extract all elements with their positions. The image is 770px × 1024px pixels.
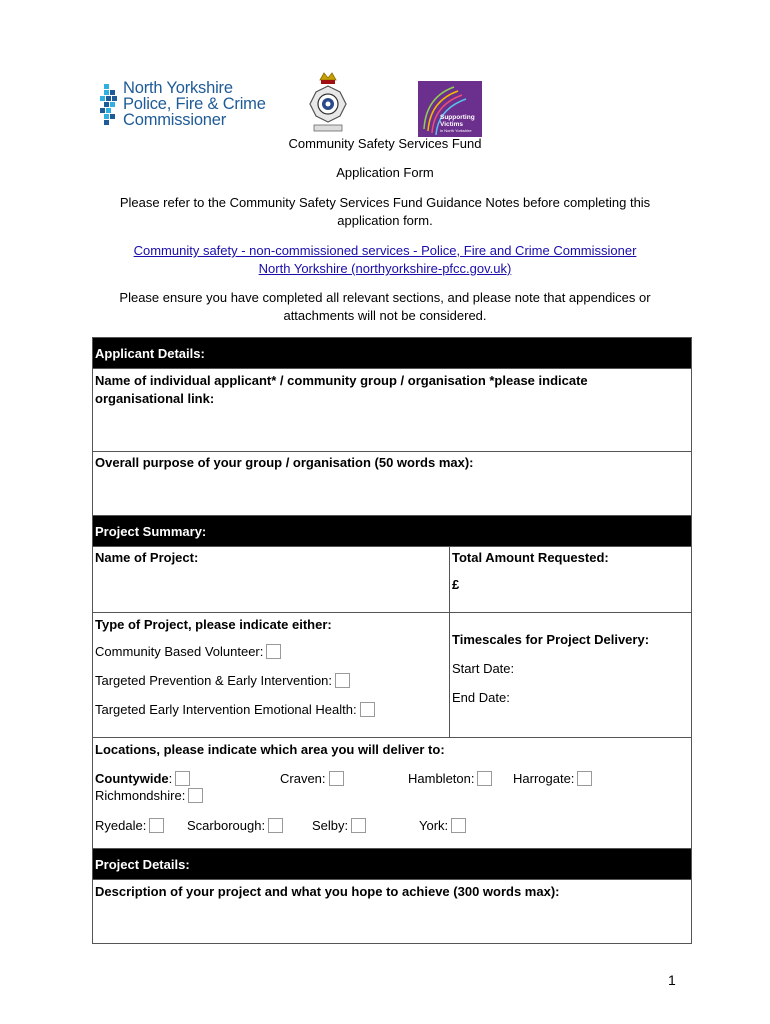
type-option-targeted-prevention[interactable]: Targeted Prevention & Early Intervention:	[95, 673, 447, 688]
page-number: 1	[668, 972, 676, 988]
checkbox[interactable]	[149, 818, 164, 833]
supporting-victims-logo	[418, 81, 482, 137]
supporting-victims-text: Supporting Victims in North Yorkshire	[440, 114, 475, 133]
location-richmondshire[interactable]: Richmondshire:	[95, 788, 203, 803]
checkbox[interactable]	[175, 771, 190, 786]
application-form-table	[92, 337, 692, 944]
checkbox[interactable]	[451, 818, 466, 833]
location-york[interactable]: York:	[419, 818, 466, 833]
location-countywide[interactable]: Countywide:	[95, 771, 190, 786]
location-hambleton[interactable]: Hambleton:	[408, 771, 492, 786]
checkbox[interactable]	[351, 818, 366, 833]
type-option-community-volunteer[interactable]: Community Based Volunteer:	[95, 644, 447, 659]
locations-cell: Locations, please indicate which area you will deliver to: Countywide: Craven: Hambleton: Harrogate: Richmondshire: Ryedale: Scarborough: Selby: York:	[93, 738, 692, 849]
checkbox[interactable]	[360, 702, 375, 717]
guidance-text: Please refer to the Community Safety Services Fund Guidance Notes before completing this application form.	[119, 195, 651, 228]
end-date-field[interactable]: End Date:	[452, 690, 510, 705]
police-crest-icon	[300, 70, 356, 136]
pfcc-logo-icon	[100, 84, 120, 128]
timescales-cell: Timescales for Project Delivery: Start Date: End Date:	[450, 613, 692, 738]
checkbox[interactable]	[477, 771, 492, 786]
project-name-field[interactable]: Name of Project:	[93, 547, 450, 613]
project-details-header: Project Details:	[93, 849, 692, 880]
fund-title: Community Safety Services Fund	[288, 136, 482, 151]
total-amount-field[interactable]: Total Amount Requested: £	[450, 547, 692, 613]
applicant-details-header: Applicant Details:	[93, 338, 692, 369]
applicant-name-field[interactable]: Name of individual applicant* / community group / organisation *please indicate organisational link:	[93, 369, 692, 452]
type-option-emotional-health[interactable]: Targeted Early Intervention Emotional Health:	[95, 702, 447, 717]
start-date-field[interactable]: Start Date:	[452, 661, 515, 676]
checkbox[interactable]	[188, 788, 203, 803]
checkbox[interactable]	[577, 771, 592, 786]
checkbox[interactable]	[335, 673, 350, 688]
location-harrogate[interactable]: Harrogate:	[513, 771, 592, 786]
pfcc-logo	[100, 80, 275, 130]
project-description-field[interactable]: Description of your project and what you hope to achieve (300 words max):	[93, 880, 692, 944]
logo-bar	[0, 68, 770, 138]
guidance-link[interactable]: Community safety - non-commissioned services - Police, Fire and Crime Commissioner North Yorkshire (northyorkshire-pfcc.gov.uk)	[133, 243, 637, 276]
location-craven[interactable]: Craven:	[280, 771, 344, 786]
project-type-cell: Type of Project, please indicate either: Community Based Volunteer: Targeted Prevention & Early Intervention: Targeted Early Intervention Emotional Health:	[93, 613, 450, 738]
pfcc-logo-text: North Yorkshire Police, Fire & Crime Commissioner	[123, 79, 266, 129]
checkbox[interactable]	[329, 771, 344, 786]
organisation-purpose-field[interactable]: Overall purpose of your group / organisation (50 words max):	[93, 452, 692, 516]
location-ryedale[interactable]: Ryedale:	[95, 818, 164, 833]
checkbox[interactable]	[266, 644, 281, 659]
project-summary-header: Project Summary:	[93, 516, 692, 547]
attachments-note: Please ensure you have completed all relevant sections, and please note that appendices or attachments will not be considered.	[119, 290, 651, 323]
form-title: Application Form	[336, 165, 434, 180]
location-selby[interactable]: Selby:	[312, 818, 366, 833]
location-scarborough[interactable]: Scarborough:	[187, 818, 283, 833]
checkbox[interactable]	[268, 818, 283, 833]
